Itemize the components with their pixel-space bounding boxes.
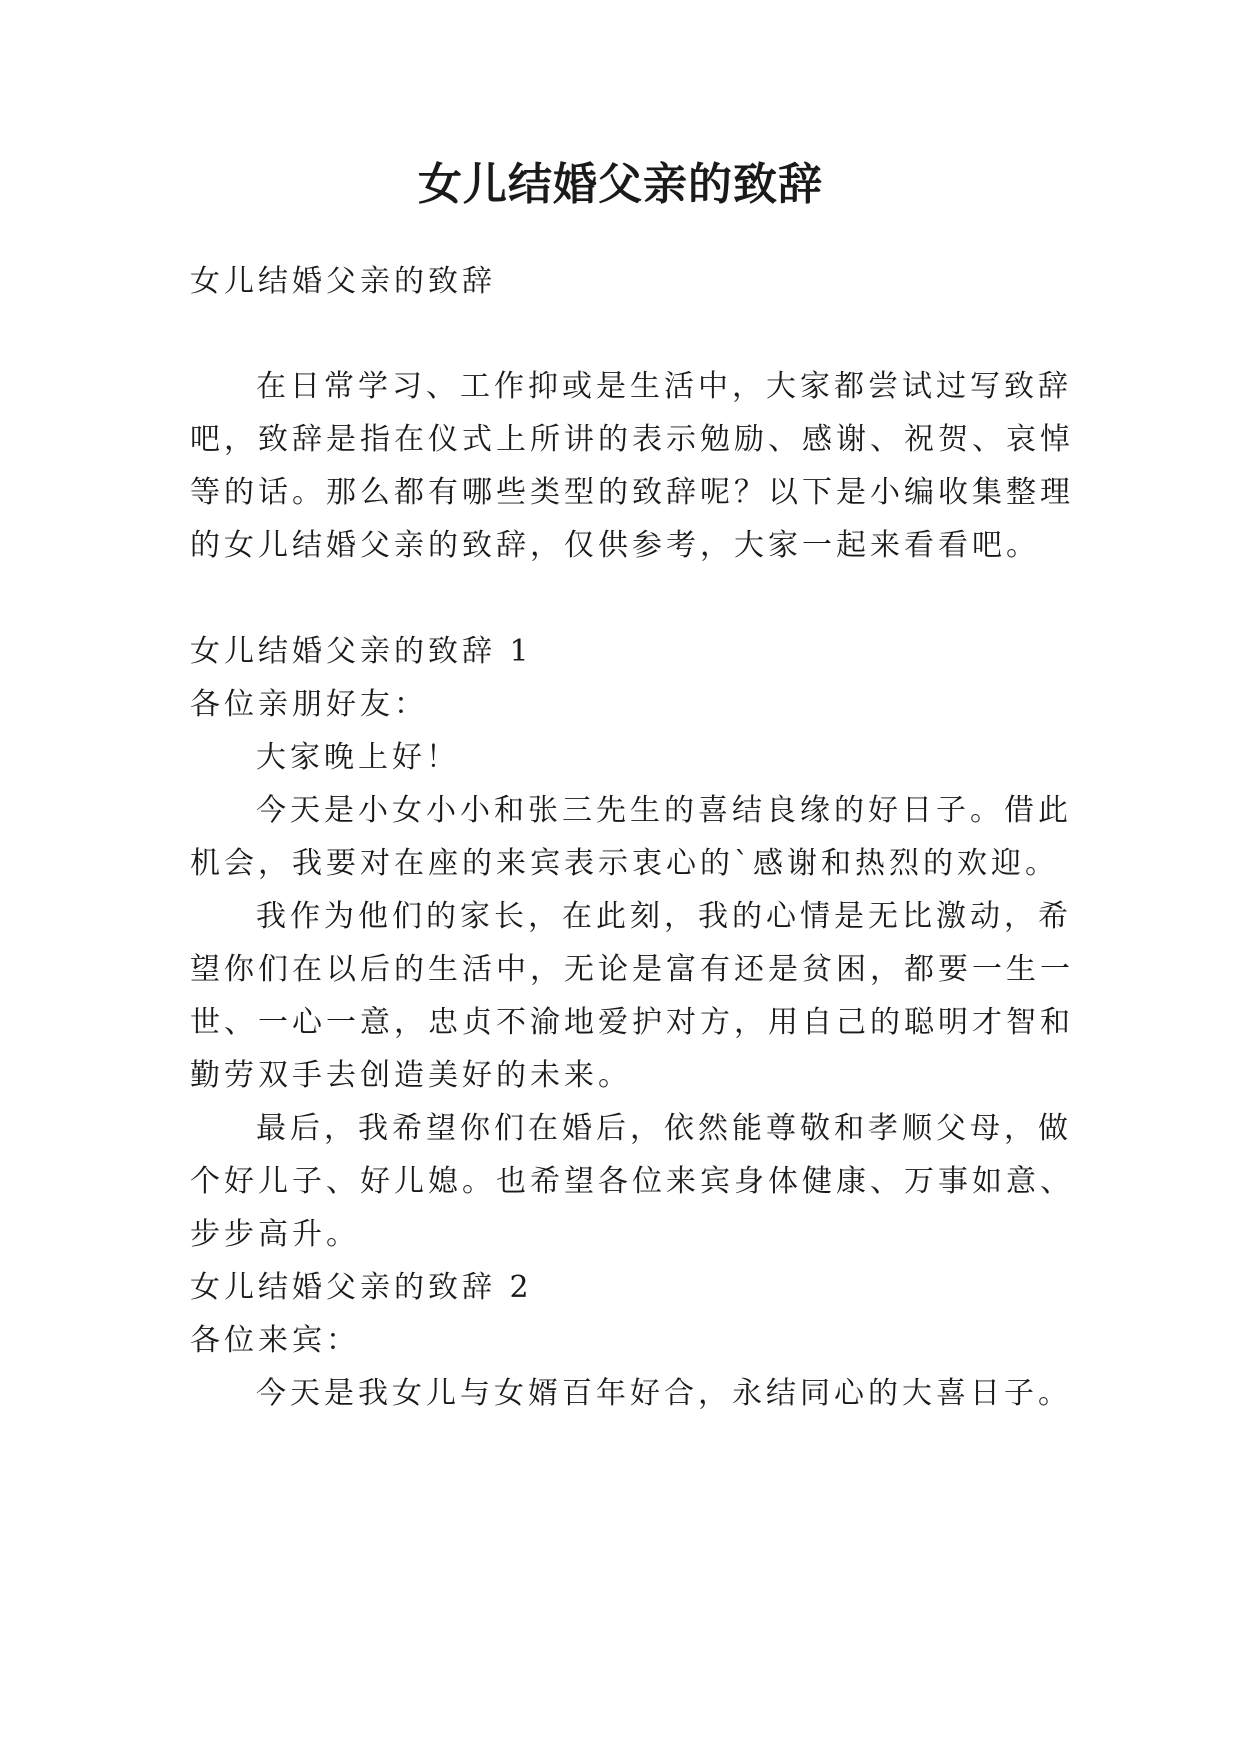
salutation: 各位亲朋好友： (190, 687, 428, 722)
intro-line: 的女儿结婚父亲的致辞，仅供参考，大家一起来看看吧。 (190, 528, 1040, 563)
paragraph-line: 我作为他们的家长，在此刻，我的心情是无比激动，希 (256, 899, 1072, 934)
paragraph-line: 今天是我女儿与女婿百年好合，永结同心的大喜日子。 (256, 1376, 1072, 1411)
paragraph-line: 望你们在以后的生活中，无论是富有还是贫困，都要一生一 (190, 952, 1074, 987)
greeting: 大家晚上好！ (256, 740, 460, 775)
section-heading: 女儿结婚父亲的致辞 1 (190, 634, 533, 669)
salutation: 各位来宾： (190, 1323, 360, 1358)
paragraph-line: 个好儿子、好儿媳。也希望各位来宾身体健康、万事如意、 (190, 1164, 1074, 1199)
section-heading: 女儿结婚父亲的致辞 2 (190, 1270, 533, 1305)
paragraph-line: 勤劳双手去创造美好的未来。 (190, 1058, 632, 1093)
paragraph-line: 世、一心一意，忠贞不渝地爱护对方，用自己的聪明才智和 (190, 1005, 1074, 1040)
paragraph-line: 最后，我希望你们在婚后，依然能尊敬和孝顺父母，做 (256, 1111, 1072, 1146)
subtitle: 女儿结婚父亲的致辞 (190, 264, 496, 299)
document-title: 女儿结婚父亲的致辞 (418, 159, 823, 210)
paragraph-line: 步步高升。 (190, 1217, 360, 1252)
intro-line: 在日常学习、工作抑或是生活中，大家都尝试过写致辞 (256, 369, 1072, 404)
paragraph-line: 今天是小女小小和张三先生的喜结良缘的好日子。借此 (256, 793, 1072, 828)
intro-line: 等的话。那么都有哪些类型的致辞呢？以下是小编收集整理 (190, 475, 1074, 510)
intro-line: 吧，致辞是指在仪式上所讲的表示勉励、感谢、祝贺、哀悼 (190, 422, 1074, 457)
paragraph-line: 机会，我要对在座的来宾表示衷心的`感谢和热烈的欢迎。 (190, 846, 1059, 881)
